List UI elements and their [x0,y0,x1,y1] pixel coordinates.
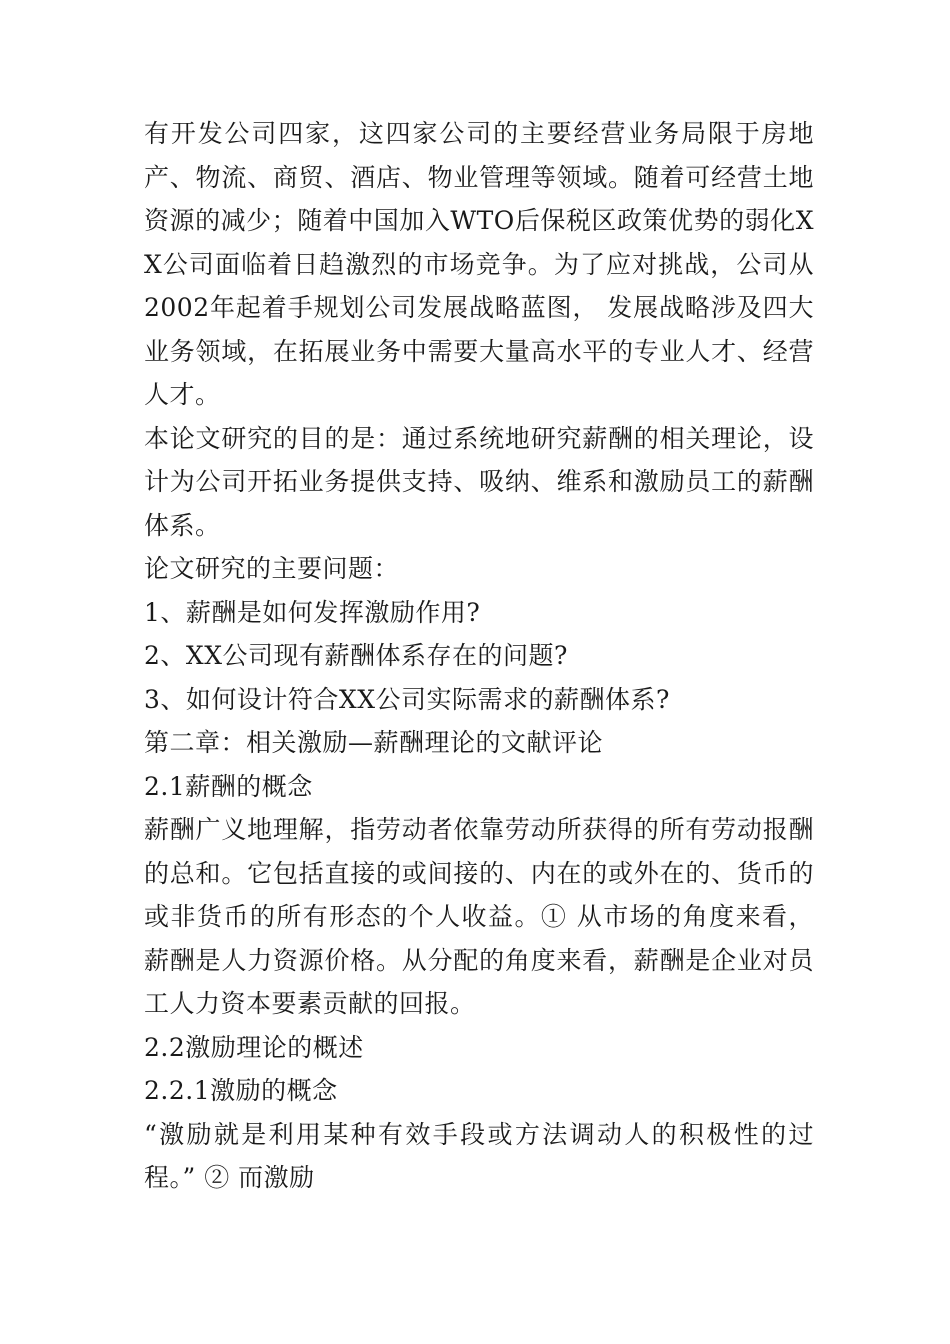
paragraph-background: 有开发公司四家，这四家公司的主要经营业务局限于房地产、物流、商贸、酒店、物业管理等领域。随着可经营土地资源的减少；随着中国加入WTO后保税区政策优势的弱化XX公司面临着日趋激烈的市场竞争。为了应对挑战，公司从2002年起着手规划公司发展战略蓝图， 发展战略涉及四大业务领域，在拓展业务中需要大量高水平的专业人才、经营人才。 [144,119,814,409]
paragraph-salary-concept: 薪酬广义地理解，指劳动者依靠劳动所获得的所有劳动报酬的总和。它包括直接的或间接的、内在的或外在的、货币的或非货币的所有形态的个人收益。① 从市场的角度来看，薪酬是人力资源价格。从分配的角度来看，薪酬是企业对员工人力资本要素贡献的回报。 [144,815,814,1018]
document-body [144,112,814,1200]
chapter-heading: 第二章：相关激励—薪酬理论的文献评论 [144,728,604,757]
list-item-question-1: 1、薪酬是如何发挥激励作用? [144,597,481,627]
paragraph-main-questions-heading: 论文研究的主要问题： [144,554,400,583]
section-heading-2-1: 2.1薪酬的概念 [144,771,313,801]
list-item-question-2: 2、XX公司现有薪酬体系存在的问题? [144,641,568,670]
section-heading-2-2: 2.2激励理论的概述 [144,1032,364,1062]
section-heading-2-2-1: 2.2.1激励的概念 [144,1076,338,1105]
list-item-question-3: 3、如何设计符合XX公司实际需求的薪酬体系? [144,684,670,714]
paragraph-research-purpose: 本论文研究的目的是：通过系统地研究薪酬的相关理论，设计为公司开拓业务提供支持、吸纳、维系和激励员工的薪酬体系。 [144,423,814,540]
paragraph-incentive-definition: “激励就是利用某种有效手段或方法调动人的积极性的过程。” ② 而激励 [144,1119,814,1192]
